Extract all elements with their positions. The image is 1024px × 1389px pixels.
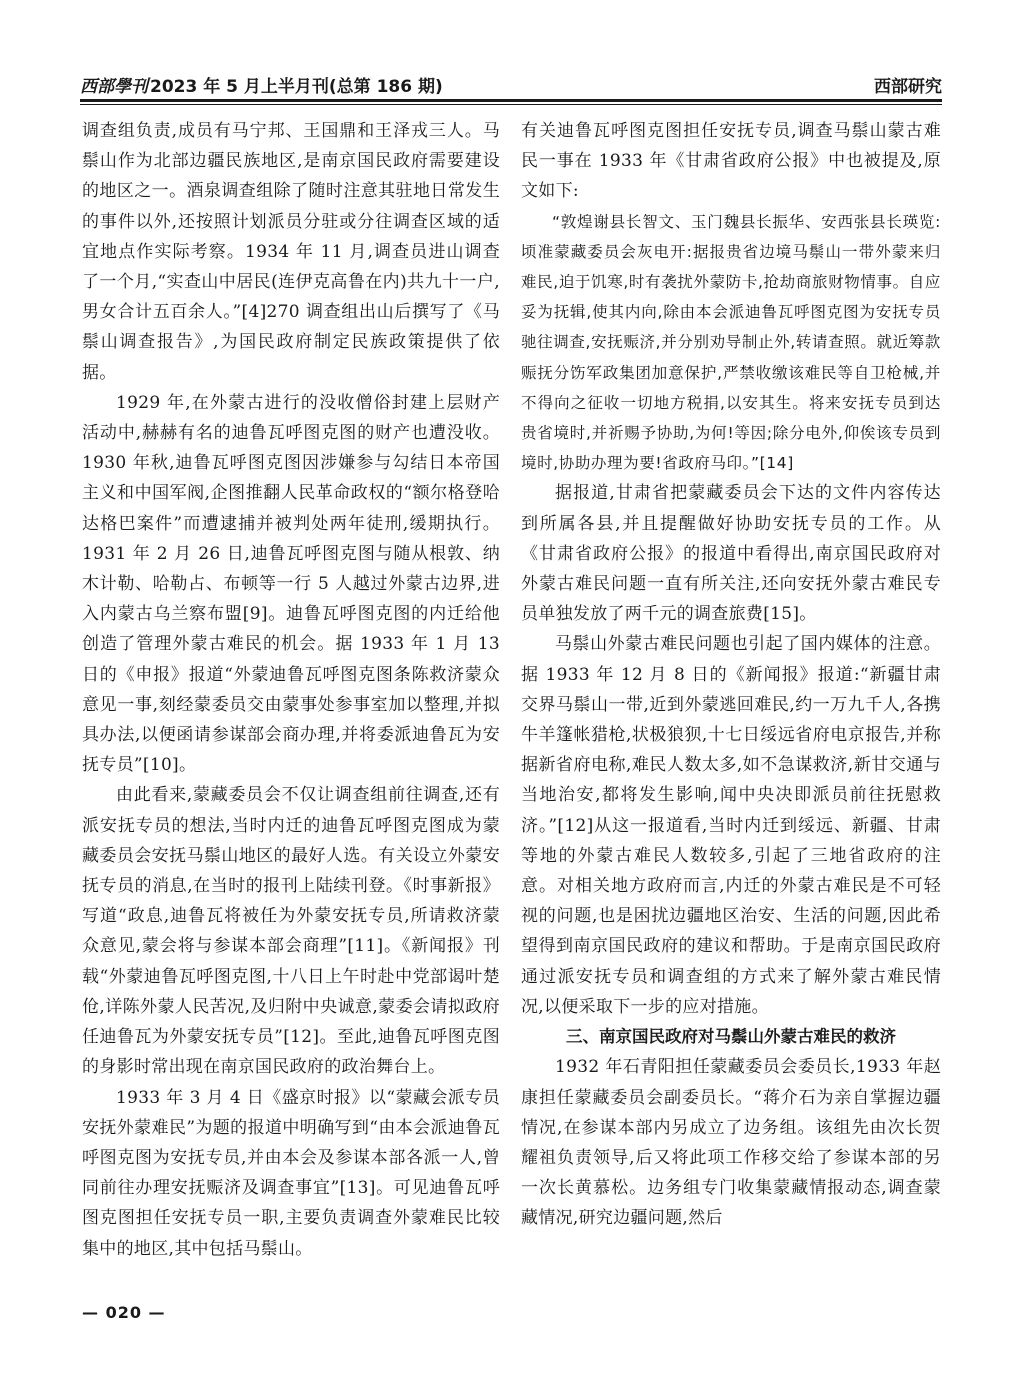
block-quote: “敦煌谢县长智文、玉门魏县长振华、安西张县长瑛览:顷准蒙藏委员会灰电开:据报贵省边境马鬃山一带外蒙来归难民,迫于饥寒,时有袭扰外蒙防卡,抢劫商旅财物情事。自应妥为抚辑,使其内向,除由本会派迪鲁瓦呼图克图为安抚专员驰往调查,安抚赈济,并分别劝导制止外,转请查照。就近筹款赈抚分饬军政集团加意保护,严禁收缴该难民等自卫枪械,并不得向之征收一切地方税捐,以安其生。将来安抚专员到达贵省境时,并祈赐予协助,为何!等因;除分电外,仰俟该专员到境时,协助办理为要!省政府马印。”[14] — [521, 212, 941, 473]
section-heading: 三、南京国民政府对马鬃山外蒙古难民的救济 — [566, 1027, 896, 1047]
journal-logo: 西部學刊 — [80, 77, 148, 97]
paragraph: 据报道,甘肃省把蒙藏委员会下达的文件内容传达到所属各县,并且提醒做好协助安抚专员的工作。从《甘肃省政府公报》的报道中看得出,南京国民政府对外蒙古难民问题一直有所关注,还向安抚外蒙古难民专员单独发放了两千元的调查旅费[15]。 — [521, 483, 941, 625]
section-title: 西部研究 — [874, 77, 942, 97]
paragraph: 1932 年石青阳担任蒙藏委员会委员长,1933 年赵康担任蒙藏委员会副委员长。“蒋介石为亲自掌握边疆情况,在参谋本部内另成立了边务组。该组先由次长贺耀祖负责领导,后又将此项工作移交给了参谋本部的另一次长黄慕松。边务组专门收集蒙藏情报动态,调查蒙藏情况,研究边疆问题,然后 — [521, 1057, 941, 1229]
header-rule-thin — [80, 104, 942, 105]
issue-text: 2023 年 5 月上半月刊(总第 186 期) — [150, 77, 443, 97]
header-rule-thick — [80, 99, 942, 102]
paragraph: 有关迪鲁瓦呼图克图担任安抚专员,调查马鬃山蒙古难民一事在 1933 年《甘肃省政府公报》中也被提及,原文如下: — [521, 121, 941, 202]
right-column — [521, 116, 941, 1291]
paragraph: 马鬃山外蒙古难民问题也引起了国内媒体的注意。据 1933 年 12 月 8 日的《新闻报》报道:“新疆甘肃交界马鬃山一带,近到外蒙逃回难民,约一万九千人,各携牛羊篷帐猎枪,状极狼狈,十七日绥远省府电京报告,并称据新省府电称,难民人数太多,如不急谋救济,新甘交通与当地治安,都将发生影响,闻中央决即派员前往抚慰救济。”[12]从这一报道看,当时内迁到绥远、新疆、甘肃等地的外蒙古难民人数较多,引起了三地省政府的注意。对相关地方政府而言,内迁的外蒙古难民是不可轻视的问题,也是困扰边疆地区治安、生活的问题,因此希望得到南京国民政府的建议和帮助。于是南京国民政府通过派安抚专员和调查组的方式来了解外蒙古难民情况,以便采取下一步的应对措施。 — [521, 634, 941, 1017]
paragraph: 调查组负责,成员有马宁邦、王国鼎和王泽戎三人。马鬃山作为北部边疆民族地区,是南京国民政府需要建设的地区之一。酒泉调查组除了随时注意其驻地日常发生的事件以外,还按照计划派员分驻或分往调查区域的适宜地点作实际考察。1934 年 11 月,调查员进山调查了一个月,“实查山中居民(连伊克高鲁在内)共九十一户,男女合计五百余人。”[4]270 调查组出山后撰写了《马鬃山调查报告》,为国民政府制定民族政策提供了依据。 — [82, 121, 500, 383]
running-header — [80, 68, 942, 100]
journal-issue — [80, 72, 443, 97]
left-column — [82, 116, 500, 1291]
paragraph: 由此看来,蒙藏委员会不仅让调查组前往调查,还有派安抚专员的想法,当时内迁的迪鲁瓦呼图克图成为蒙藏委员会安抚马鬃山地区的最好人选。有关设立外蒙安抚专员的消息,在当时的报刊上陆续刊登。《时事新报》写道“政息,迪鲁瓦将被任为外蒙安抚专员,所请救济蒙众意见,蒙会将与参谋本部会商理”[11]。《新闻报》刊载“外蒙迪鲁瓦呼图克图,十八日上午时赴中党部谒叶楚伧,详陈外蒙人民苦况,及归附中央诚意,蒙委会请拟政府任迪鲁瓦为外蒙安抚专员”[12]。至此,迪鲁瓦呼图克图的身影时常出现在南京国民政府的政治舞台上。 — [82, 785, 500, 1078]
paragraph: 1929 年,在外蒙古进行的没收僧俗封建上层财产活动中,赫赫有名的迪鲁瓦呼图克图的财产也遭没收。1930 年秋,迪鲁瓦呼图克图因涉嫌参与勾结日本帝国主义和中国军阀,企图推翻人民革命政权的“额尔格登哈达格巴案件”而遭逮捕并被判处两年徒刑,缓期执行。1931 年 2 月 26 日,迪鲁瓦呼图克图与随从根敦、纳木计勒、哈勒占、布顿等一行 5 人越过外蒙古边界,进入内蒙古乌兰察布盟[9]。迪鲁瓦呼图克图的内迁给他创造了管理外蒙古难民的机会。据 1933 年 1 月 13 日的《申报》报道“外蒙迪鲁瓦呼图克图条陈救济蒙众意见一事,刻经蒙委员交由蒙事处参事室加以整理,并拟具办法,以便函请参谋部会商办理,并将委派迪鲁瓦为安抚专员”[10]。 — [82, 392, 500, 776]
page-number: — 020 — — [82, 1303, 166, 1322]
paragraph: 1933 年 3 月 4 日《盛京时报》以“蒙藏会派专员安抚外蒙难民”为题的报道中明确写到“由本会派迪鲁瓦呼图克图为安抚专员,并由本会及参谋本部各派一人,曾同前往办理安抚赈济及调查事宜”[13]。可见迪鲁瓦呼图克图担任安抚专员一职,主要负责调查外蒙难民比较集中的地区,其中包括马鬃山。 — [82, 1087, 500, 1259]
